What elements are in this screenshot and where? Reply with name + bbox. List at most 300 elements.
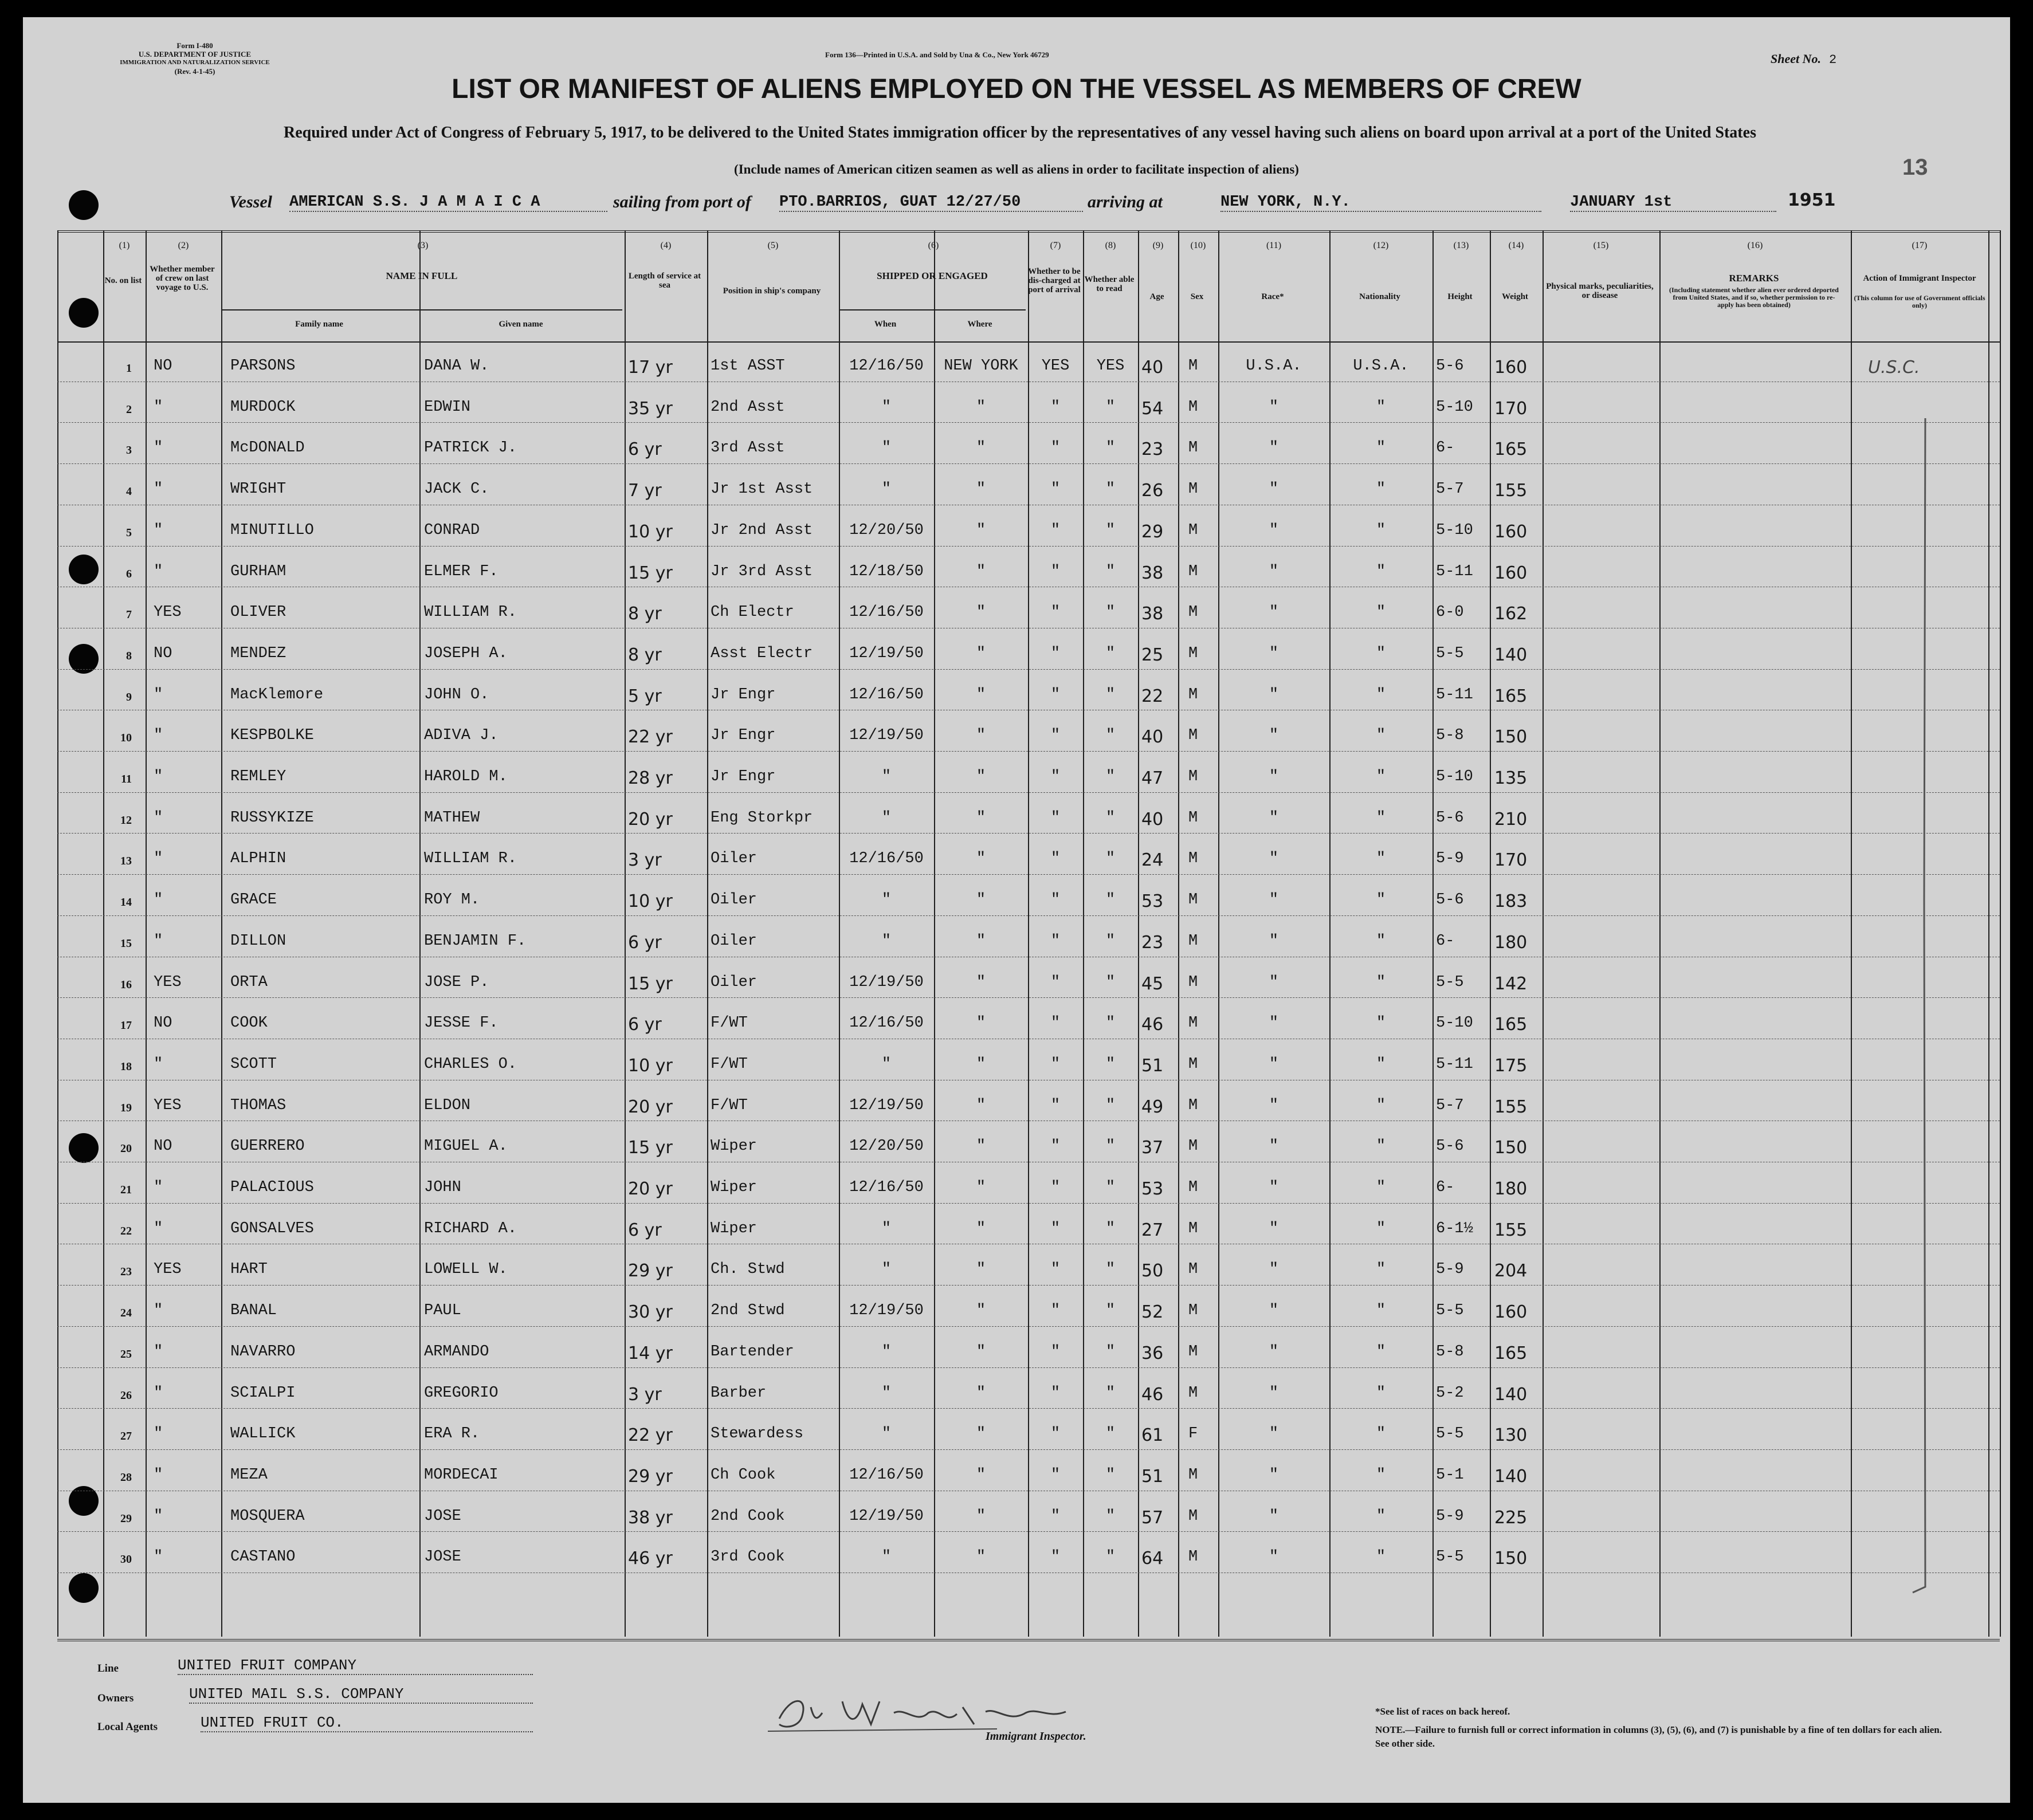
cell-nationality: "	[1376, 481, 1386, 498]
cell-nationality: "	[1376, 891, 1386, 909]
cell-row-number: 26	[120, 1389, 132, 1402]
cell-family-name: WRIGHT	[230, 481, 286, 498]
cell-nationality: "	[1376, 1302, 1386, 1320]
cell-sex: M	[1188, 357, 1198, 375]
cell-age: 36	[1141, 1343, 1164, 1363]
cell-weight: 183	[1494, 891, 1528, 912]
cell-last-voyage: "	[154, 563, 163, 580]
cell-where: "	[976, 1302, 986, 1320]
department: U.S. DEPARTMENT OF JUSTICE	[138, 50, 252, 58]
sheet-label: Sheet No.	[1771, 52, 1821, 66]
cell-weight: 204	[1494, 1261, 1528, 1282]
cell-race: "	[1269, 481, 1279, 498]
column-number: (1)	[119, 241, 130, 250]
cell-sex: M	[1188, 1055, 1198, 1073]
cell-given-name: ELDON	[424, 1096, 471, 1114]
cell-age: 22	[1141, 686, 1164, 706]
races-note: *See list of races on back hereof.	[1375, 1706, 1510, 1717]
cell-length-service: 15 yr	[628, 563, 673, 583]
cell-race: "	[1269, 1261, 1279, 1279]
column-divider	[1543, 230, 1544, 1637]
row-dotted-line	[57, 422, 2000, 423]
cell-nationality: "	[1376, 439, 1386, 457]
cell-nationality: "	[1376, 1343, 1386, 1361]
cell-age: 29	[1141, 521, 1164, 542]
row-dotted-line	[57, 546, 2000, 547]
cell-row-number: 22	[120, 1224, 132, 1237]
column-number: (12)	[1373, 241, 1389, 250]
cell-position: Bartender	[711, 1343, 794, 1361]
cell-able-read: "	[1105, 1015, 1116, 1032]
cell-row-number: 16	[120, 978, 132, 991]
column-number: (14)	[1508, 241, 1524, 250]
row-dotted-line	[57, 1285, 2000, 1286]
cell-given-name: JOHN O.	[424, 686, 489, 703]
cell-race: "	[1269, 1015, 1279, 1032]
form-number: Form I-480	[176, 41, 213, 50]
cell-position: Eng Storkpr	[711, 809, 813, 827]
cell-height: 5-11	[1436, 1055, 1473, 1073]
cell-able-read: "	[1105, 398, 1116, 416]
cell-nationality: "	[1376, 398, 1386, 416]
arriving-at: NEW YORK, N.Y.	[1220, 194, 1541, 212]
cell-when: "	[881, 1220, 892, 1237]
cell-weight: 130	[1494, 1425, 1528, 1446]
cell-length-service: 10 yr	[628, 1055, 673, 1076]
cell-discharged: "	[1050, 1220, 1061, 1237]
column-divider	[103, 230, 104, 1637]
header-able-read: Whether able to read	[1084, 275, 1135, 293]
cell-race: "	[1269, 768, 1279, 785]
cell-when: 12/16/50	[849, 1466, 924, 1484]
cell-position: 2nd Stwd	[711, 1302, 785, 1320]
cell-position: F/WT	[711, 1055, 748, 1073]
cell-position: Jr Engr	[711, 727, 776, 745]
cell-nationality: "	[1376, 1220, 1386, 1237]
cell-row-number: 30	[120, 1553, 132, 1566]
row-dotted-line	[57, 1408, 2000, 1409]
cell-sex: M	[1188, 891, 1198, 909]
cell-discharged: "	[1050, 1261, 1061, 1279]
cell-weight: 140	[1494, 1384, 1528, 1405]
cell-nationality: "	[1376, 1096, 1386, 1114]
cell-position: F/WT	[711, 1015, 748, 1032]
cell-row-number: 15	[120, 937, 132, 950]
cell-where: "	[976, 850, 986, 868]
column-divider	[221, 230, 222, 1637]
cell-race: "	[1269, 1425, 1279, 1443]
cell-when: 12/16/50	[849, 1015, 924, 1032]
cell-race: "	[1269, 1302, 1279, 1320]
cell-discharged: "	[1050, 1548, 1061, 1566]
cell-family-name: WALLICK	[230, 1425, 296, 1443]
cell-given-name: CHARLES O.	[424, 1055, 517, 1073]
cell-where: "	[976, 891, 986, 909]
header-family-name: Family name	[295, 320, 343, 329]
cell-when: "	[881, 1261, 892, 1279]
cell-height: 5-5	[1436, 644, 1464, 662]
cell-length-service: 3 yr	[628, 850, 662, 871]
cell-weight: 150	[1494, 1138, 1528, 1158]
cell-given-name: CONRAD	[424, 521, 480, 539]
column-divider	[1178, 230, 1179, 1637]
cell-row-number: 5	[126, 526, 132, 539]
cell-family-name: NAVARRO	[230, 1343, 296, 1361]
cell-able-read: "	[1105, 1261, 1116, 1279]
cell-family-name: GONSALVES	[230, 1220, 314, 1237]
cell-discharged: "	[1050, 850, 1061, 868]
cell-nationality: "	[1376, 973, 1386, 991]
cell-when: 12/18/50	[849, 563, 924, 580]
cell-able-read: "	[1105, 1096, 1116, 1114]
cell-where: "	[976, 563, 986, 580]
cell-when: "	[881, 439, 892, 457]
cell-able-read: "	[1105, 481, 1116, 498]
cell-height: 5-8	[1436, 1343, 1464, 1361]
cell-family-name: RUSSYKIZE	[230, 809, 314, 827]
cell-given-name: EDWIN	[424, 398, 471, 416]
cell-last-voyage: "	[154, 398, 163, 416]
cell-last-voyage: "	[154, 521, 163, 539]
name-subheader-divider	[221, 309, 622, 310]
cell-given-name: HAROLD M.	[424, 768, 508, 785]
cell-where: "	[976, 973, 986, 991]
cell-family-name: MacKlemore	[230, 686, 324, 703]
cell-discharged: "	[1050, 932, 1061, 950]
cell-row-number: 28	[120, 1471, 132, 1484]
row-dotted-line	[57, 669, 2000, 670]
cell-family-name: CASTANO	[230, 1548, 296, 1566]
cell-weight: 140	[1494, 1466, 1528, 1487]
cell-length-service: 35 yr	[628, 398, 673, 419]
cell-height: 5-5	[1436, 973, 1464, 991]
cell-family-name: ALPHIN	[230, 850, 286, 868]
cell-height: 5-9	[1436, 1261, 1464, 1279]
cell-sex: F	[1188, 1425, 1198, 1443]
cell-last-voyage: "	[154, 850, 163, 868]
cell-nationality: "	[1376, 1179, 1386, 1196]
header-length-service: Length of service at sea	[628, 272, 701, 290]
cell-sex: M	[1188, 563, 1198, 580]
punch-hole	[69, 190, 99, 220]
cell-when: "	[881, 1055, 892, 1073]
cell-weight: 180	[1494, 1179, 1528, 1199]
cell-row-number: 10	[120, 732, 132, 745]
cell-discharged: "	[1050, 1138, 1061, 1155]
cell-given-name: ROY M.	[424, 891, 480, 909]
cell-row-number: 14	[120, 896, 132, 909]
row-dotted-line	[57, 833, 2000, 834]
column-number: (9)	[1152, 241, 1164, 250]
cell-discharged: "	[1050, 481, 1061, 498]
cell-height: 5-6	[1436, 891, 1464, 909]
cell-row-number: 27	[120, 1430, 132, 1443]
cell-age: 40	[1141, 809, 1164, 830]
cell-height: 6-0	[1436, 604, 1464, 622]
cell-given-name: JOSE P.	[424, 973, 489, 991]
cell-weight: 165	[1494, 1343, 1528, 1363]
cell-given-name: JESSE F.	[424, 1015, 499, 1032]
cell-where: "	[976, 604, 986, 622]
inspector-label: Immigrant Inspector.	[986, 1730, 1086, 1743]
cell-family-name: GRACE	[230, 891, 277, 909]
cell-row-number: 1	[126, 362, 132, 375]
cell-able-read: "	[1105, 521, 1116, 539]
cell-weight: 175	[1494, 1055, 1528, 1076]
cell-nationality: "	[1376, 850, 1386, 868]
cell-row-number: 9	[126, 690, 132, 703]
cell-when: "	[881, 398, 892, 416]
row-dotted-line	[57, 1531, 2000, 1532]
row-dotted-line	[57, 1367, 2000, 1368]
cell-race: "	[1269, 932, 1279, 950]
cell-last-voyage: "	[154, 1179, 163, 1196]
cell-given-name: RICHARD A.	[424, 1220, 517, 1237]
cell-where: "	[976, 1548, 986, 1566]
cell-length-service: 10 yr	[628, 521, 673, 542]
cell-family-name: ORTA	[230, 973, 268, 991]
cell-discharged: "	[1050, 1466, 1061, 1484]
cell-given-name: JACK C.	[424, 481, 489, 498]
cell-height: 6-	[1436, 932, 1455, 950]
cell-where: "	[976, 727, 986, 745]
cell-last-voyage: "	[154, 1220, 163, 1237]
cell-weight: 150	[1494, 727, 1528, 748]
cell-length-service: 14 yr	[628, 1343, 673, 1363]
cell-race: "	[1269, 1096, 1279, 1114]
cell-height: 5-5	[1436, 1302, 1464, 1320]
cell-discharged: "	[1050, 521, 1061, 539]
header-weight: Weight	[1502, 292, 1528, 301]
vessel-label: Vessel	[229, 192, 272, 211]
cell-position: Jr 3rd Asst	[711, 563, 813, 580]
cell-given-name: DANA W.	[424, 357, 489, 375]
cell-height: 5-2	[1436, 1384, 1464, 1402]
cell-position: Wiper	[711, 1179, 758, 1196]
header-sex: Sex	[1190, 292, 1204, 301]
cell-given-name: MATHEW	[424, 809, 480, 827]
row-dotted-line	[57, 463, 2000, 464]
cell-weight: 155	[1494, 1220, 1528, 1240]
cell-last-voyage: "	[154, 686, 163, 703]
cell-age: 46	[1141, 1384, 1164, 1405]
manifest-sheet	[23, 17, 2010, 1803]
printer-line: Form 136—Printed in U.S.A. and Sold by Una & Co., New York 46729	[825, 50, 1049, 59]
header-shipped-engaged: SHIPPED OR ENGAGED	[877, 270, 988, 281]
cell-position: 1st ASST	[711, 357, 785, 375]
cell-when: 12/16/50	[849, 1179, 924, 1196]
cell-race: "	[1269, 1055, 1279, 1073]
cell-row-number: 11	[121, 773, 132, 785]
cell-able-read: "	[1105, 727, 1116, 745]
subtitle: Required under Act of Congress of February 5, 1917, to be delivered to the United States immigration officer by the representatives of any vessel having such aliens on board upon arrival at a port of the United States	[284, 124, 1756, 141]
cell-where: "	[976, 439, 986, 457]
agents-value: UNITED FRUIT CO.	[201, 1714, 533, 1732]
cell-when: 12/20/50	[849, 521, 924, 539]
cell-discharged: "	[1050, 1302, 1061, 1320]
cell-nationality: "	[1376, 1425, 1386, 1443]
cell-able-read: "	[1105, 604, 1116, 622]
cell-row-number: 24	[120, 1307, 132, 1320]
column-number: (10)	[1190, 241, 1206, 250]
row-dotted-line	[57, 997, 2000, 998]
sheet-value: 2	[1829, 53, 1837, 67]
cell-family-name: DILLON	[230, 932, 286, 950]
cell-race: "	[1269, 973, 1279, 991]
cell-weight: 180	[1494, 932, 1528, 953]
column-number: (4)	[660, 241, 672, 250]
cell-height: 5-7	[1436, 481, 1464, 498]
cell-given-name: ELMER F.	[424, 563, 499, 580]
cell-where: "	[976, 1261, 986, 1279]
cell-where: "	[976, 1343, 986, 1361]
cell-discharged: "	[1050, 563, 1061, 580]
cell-sex: M	[1188, 1548, 1198, 1566]
column-number: (16)	[1747, 241, 1763, 250]
cell-nationality: "	[1376, 1015, 1386, 1032]
cell-where: NEW YORK	[944, 357, 1018, 375]
cell-when: 12/19/50	[849, 727, 924, 745]
cell-when: 12/16/50	[849, 357, 924, 375]
cell-last-voyage: NO	[154, 357, 172, 375]
sheet-number	[1771, 52, 1836, 67]
cell-length-service: 38 yr	[628, 1507, 673, 1528]
cell-sex: M	[1188, 1384, 1198, 1402]
cell-discharged: "	[1050, 973, 1061, 991]
cell-last-voyage: "	[154, 768, 163, 785]
column-divider	[1490, 230, 1491, 1637]
cell-action: U.S.C.	[1868, 357, 1920, 378]
cell-where: "	[976, 644, 986, 662]
cell-weight: 150	[1494, 1548, 1528, 1569]
cell-given-name: JOSE	[424, 1548, 461, 1566]
cell-family-name: GURHAM	[230, 563, 286, 580]
cell-discharged: "	[1050, 398, 1061, 416]
row-dotted-line	[57, 915, 2000, 916]
cell-last-voyage: YES	[154, 1261, 182, 1279]
cell-last-voyage: "	[154, 1302, 163, 1320]
header-nationality: Nationality	[1359, 292, 1400, 301]
cell-length-service: 15 yr	[628, 1138, 673, 1158]
cell-weight: 142	[1494, 973, 1528, 994]
cell-family-name: MENDEZ	[230, 644, 286, 662]
cell-sex: M	[1188, 932, 1198, 950]
arrival-year: 1951	[1788, 190, 1836, 210]
cell-row-number: 25	[120, 1347, 132, 1361]
cell-family-name: SCOTT	[230, 1055, 277, 1073]
cell-age: 38	[1141, 604, 1164, 624]
cell-nationality: "	[1376, 686, 1386, 703]
cell-length-service: 20 yr	[628, 809, 673, 830]
cell-age: 64	[1141, 1548, 1164, 1569]
cell-length-service: 6 yr	[628, 1220, 662, 1240]
cell-last-voyage: "	[154, 932, 163, 950]
cell-length-service: 20 yr	[628, 1096, 673, 1117]
header-race: Race*	[1261, 292, 1284, 301]
cell-nationality: "	[1376, 809, 1386, 827]
cell-last-voyage: NO	[154, 1015, 172, 1032]
cell-last-voyage: NO	[154, 1138, 172, 1155]
cell-nationality: "	[1376, 727, 1386, 745]
cell-last-voyage: "	[154, 891, 163, 909]
cell-row-number: 17	[120, 1019, 132, 1032]
cell-weight: 155	[1494, 481, 1528, 501]
line-label: Line	[97, 1662, 119, 1674]
cell-age: 25	[1141, 644, 1164, 665]
cell-given-name: MORDECAI	[424, 1466, 499, 1484]
cell-sex: M	[1188, 1466, 1198, 1484]
column-divider	[707, 230, 708, 1637]
cell-age: 51	[1141, 1466, 1164, 1487]
cell-last-voyage: "	[154, 727, 163, 745]
cell-family-name: THOMAS	[230, 1096, 286, 1114]
column-number: (17)	[1912, 241, 1928, 250]
column-divider	[1659, 230, 1661, 1637]
cell-age: 27	[1141, 1220, 1164, 1240]
cell-height: 5-5	[1436, 1548, 1464, 1566]
cell-sex: M	[1188, 1507, 1198, 1525]
cell-discharged: "	[1050, 644, 1061, 662]
cell-length-service: 22 yr	[628, 1425, 673, 1446]
cell-discharged: "	[1050, 1055, 1061, 1073]
cell-sex: M	[1188, 850, 1198, 868]
cell-position: Stewardess	[711, 1425, 804, 1443]
header-remarks-note: (Including statement whether alien ever ordered deported from United States, and if so, whether permission to re-apply has been obtained)	[1669, 286, 1839, 309]
cell-position: Barber	[711, 1384, 767, 1402]
cell-last-voyage: "	[154, 1425, 163, 1443]
cell-sex: M	[1188, 1220, 1198, 1237]
column-number: (3)	[417, 241, 429, 250]
cell-discharged: "	[1050, 1343, 1061, 1361]
cell-where: "	[976, 686, 986, 703]
cell-age: 45	[1141, 973, 1164, 994]
cell-given-name: PAUL	[424, 1302, 461, 1320]
cell-weight: 162	[1494, 604, 1528, 624]
cell-nationality: "	[1376, 1138, 1386, 1155]
cell-race: "	[1269, 727, 1279, 745]
cell-able-read: "	[1105, 1138, 1116, 1155]
cell-weight: 225	[1494, 1507, 1528, 1528]
cell-position: Oiler	[711, 850, 758, 868]
cell-row-number: 21	[120, 1184, 132, 1196]
cell-able-read: "	[1105, 439, 1116, 457]
cell-discharged: "	[1050, 604, 1061, 622]
sailing-from: PTO.BARRIOS, GUAT 12/27/50	[779, 194, 1083, 212]
cell-given-name: JOHN	[424, 1179, 461, 1196]
cell-weight: 165	[1494, 686, 1528, 706]
cell-family-name: OLIVER	[230, 604, 286, 622]
cell-race: "	[1269, 1507, 1279, 1525]
cell-given-name: PATRICK J.	[424, 439, 517, 457]
cell-able-read: "	[1105, 768, 1116, 785]
cell-sex: M	[1188, 1302, 1198, 1320]
cell-able-read: "	[1105, 1425, 1116, 1443]
owners-label: Owners	[97, 1692, 134, 1704]
cell-able-read: "	[1105, 563, 1116, 580]
cell-height: 5-8	[1436, 727, 1464, 745]
cell-height: 5-10	[1436, 768, 1473, 785]
cell-sex: M	[1188, 727, 1198, 745]
cell-row-number: 18	[120, 1060, 132, 1073]
cell-age: 40	[1141, 727, 1164, 748]
cell-where: "	[976, 932, 986, 950]
cell-row-number: 29	[120, 1512, 132, 1525]
cell-nationality: "	[1376, 521, 1386, 539]
cell-given-name: GREGORIO	[424, 1384, 499, 1402]
column-divider	[625, 230, 626, 1637]
column-divider	[1432, 230, 1434, 1637]
failure-note: NOTE.—Failure to furnish full or correct information in columns (3), (5), (6), and (7) is punishable by a fine of ten dollars for each alien. See other side.	[1375, 1724, 1942, 1749]
